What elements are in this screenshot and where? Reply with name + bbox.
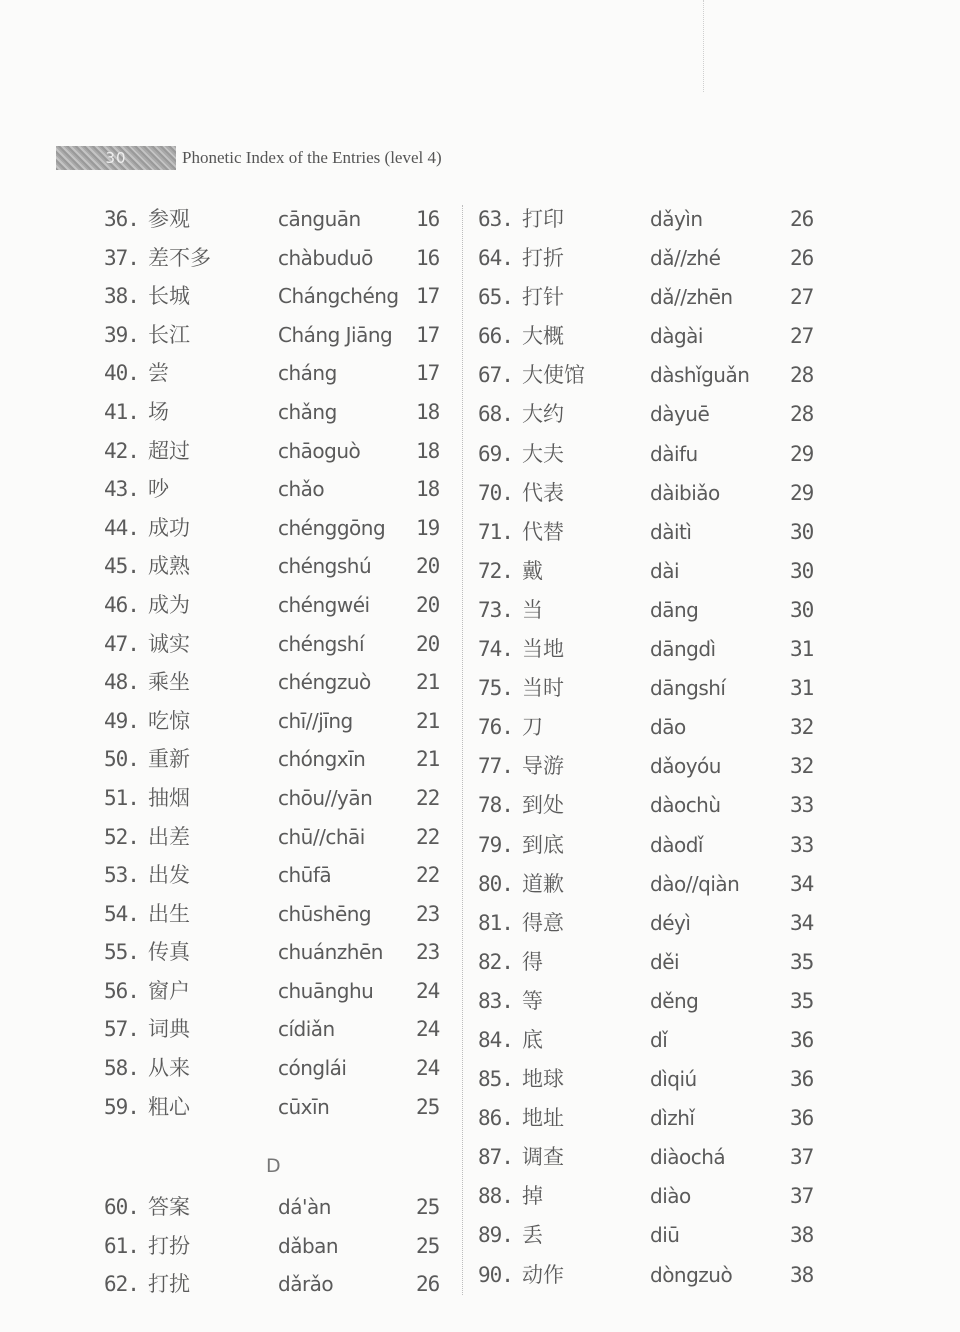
index-entry <box>478 435 818 474</box>
entry-pinyin: chéngshí <box>278 631 364 656</box>
entry-number: 74. <box>478 637 513 662</box>
entry-number: 81. <box>478 910 513 935</box>
entry-page: 16 <box>416 245 440 270</box>
entry-number: 85. <box>478 1067 513 1092</box>
index-entry <box>478 1177 818 1216</box>
entry-number: 71. <box>478 519 513 544</box>
entry-number: 42. <box>104 438 139 463</box>
entry-number: 37. <box>104 245 139 270</box>
index-entry <box>104 702 444 741</box>
entry-page: 22 <box>416 863 440 888</box>
entry-pinyin: dāng <box>650 597 699 622</box>
index-entry <box>104 586 444 625</box>
entry-pinyin: dá'àn <box>278 1195 331 1220</box>
index-entry <box>478 708 818 747</box>
entry-number: 52. <box>104 824 139 849</box>
index-entry <box>104 933 444 972</box>
entry-number: 69. <box>478 441 513 466</box>
entry-pinyin: dàodǐ <box>650 832 703 857</box>
entry-hanzi: 超过 <box>148 438 190 463</box>
entry-number: 76. <box>478 715 513 740</box>
index-entry <box>478 1060 818 1099</box>
page-number-badge <box>56 146 176 170</box>
entry-page: 18 <box>416 477 440 502</box>
entry-page: 30 <box>790 597 814 622</box>
entry-hanzi: 动作 <box>522 1262 564 1287</box>
index-entry <box>104 1010 444 1049</box>
entry-page: 27 <box>790 324 814 349</box>
entry-pinyin: dìzhǐ <box>650 1106 695 1131</box>
entry-pinyin: dāo <box>650 715 686 740</box>
index-entry <box>478 239 818 278</box>
entry-pinyin: Cháng Jiāng <box>278 322 393 347</box>
entry-number: 48. <box>104 670 139 695</box>
entry-pinyin: cūxīn <box>278 1094 330 1119</box>
entry-hanzi: 丢 <box>522 1223 543 1248</box>
index-entry <box>104 625 444 664</box>
index-entry <box>104 972 444 1011</box>
entry-pinyin: dàyuē <box>650 402 710 427</box>
section-letter-d: D <box>266 1155 281 1178</box>
entry-page: 24 <box>416 978 440 1003</box>
entry-page: 29 <box>790 480 814 505</box>
entry-pinyin: cónglái <box>278 1056 347 1081</box>
entry-hanzi: 出生 <box>148 901 190 926</box>
entry-pinyin: chéngzuò <box>278 670 371 695</box>
entry-number: 61. <box>104 1233 139 1258</box>
index-entry <box>104 316 444 355</box>
entry-number: 66. <box>478 324 513 349</box>
index-entry <box>104 779 444 818</box>
entry-hanzi: 抽烟 <box>148 785 190 810</box>
entry-number: 45. <box>104 554 139 579</box>
entry-number: 67. <box>478 363 513 388</box>
entry-pinyin: cānguān <box>278 207 361 231</box>
entry-pinyin: dài <box>650 558 680 583</box>
entry-page: 37 <box>790 1184 814 1209</box>
entry-pinyin: chuánzhēn <box>278 940 383 965</box>
entry-hanzi: 答案 <box>148 1195 190 1220</box>
entry-hanzi: 打扰 <box>148 1272 190 1297</box>
entry-number: 70. <box>478 480 513 505</box>
entry-number: 68. <box>478 402 513 427</box>
entry-pinyin: dāngdì <box>650 637 716 662</box>
index-entry <box>478 982 818 1021</box>
entry-page: 25 <box>416 1195 440 1220</box>
entry-number: 75. <box>478 676 513 701</box>
entry-number: 62. <box>104 1272 139 1297</box>
index-entry <box>104 277 444 316</box>
entry-pinyin: diàochá <box>650 1145 726 1170</box>
entry-hanzi: 戴 <box>522 558 543 583</box>
entry-hanzi: 出发 <box>148 863 190 888</box>
entry-page: 36 <box>790 1027 814 1052</box>
index-entry <box>478 395 818 434</box>
entry-hanzi: 长江 <box>148 322 190 347</box>
entry-pinyin: dàifu <box>650 441 698 466</box>
entry-hanzi: 从来 <box>148 1056 190 1081</box>
entry-page: 32 <box>790 754 814 779</box>
entry-hanzi: 乘坐 <box>148 670 190 695</box>
entry-page: 19 <box>416 515 440 540</box>
index-entry <box>104 895 444 934</box>
entry-number: 80. <box>478 871 513 896</box>
entry-number: 51. <box>104 785 139 810</box>
index-entry <box>104 1265 444 1304</box>
entry-hanzi: 窗户 <box>148 978 190 1003</box>
index-entry <box>478 552 818 591</box>
entry-page: 35 <box>790 949 814 974</box>
entry-page: 33 <box>790 832 814 857</box>
entry-page: 21 <box>416 670 440 695</box>
entry-number: 57. <box>104 1017 139 1042</box>
entry-pinyin: chū//chāi <box>278 824 365 849</box>
entry-hanzi: 吃惊 <box>148 708 190 733</box>
entry-number: 64. <box>478 246 513 271</box>
entry-page: 26 <box>416 1272 440 1297</box>
entry-page: 21 <box>416 708 440 733</box>
entry-number: 88. <box>478 1184 513 1209</box>
entry-number: 87. <box>478 1145 513 1170</box>
entry-pinyin: dào//qiàn <box>650 871 740 896</box>
entry-pinyin: dàshǐguǎn <box>650 363 750 388</box>
entry-page: 21 <box>416 747 440 772</box>
entry-page: 22 <box>416 824 440 849</box>
entry-pinyin: diào <box>650 1184 691 1209</box>
entry-number: 59. <box>104 1094 139 1119</box>
entry-number: 47. <box>104 631 139 656</box>
entry-number: 53. <box>104 863 139 888</box>
entry-hanzi: 大使馆 <box>522 363 585 388</box>
entry-number: 55. <box>104 940 139 965</box>
entry-pinyin: dāngshí <box>650 676 726 701</box>
index-entry <box>104 856 444 895</box>
entry-page: 20 <box>416 592 440 617</box>
entry-pinyin: chōu//yān <box>278 785 373 810</box>
entry-pinyin: chuānghu <box>278 978 374 1003</box>
entry-page: 26 <box>790 207 814 231</box>
index-entry <box>478 513 818 552</box>
entry-page: 25 <box>416 1233 440 1258</box>
entry-hanzi: 打折 <box>522 246 564 271</box>
entry-number: 89. <box>478 1223 513 1248</box>
index-entry <box>104 818 444 857</box>
entry-number: 44. <box>104 515 139 540</box>
entry-hanzi: 成功 <box>148 515 190 540</box>
entry-pinyin: dìqiú <box>650 1067 697 1092</box>
entry-number: 79. <box>478 832 513 857</box>
entry-pinyin: chī//jīng <box>278 708 353 733</box>
entry-pinyin: Chángchéng <box>278 284 399 309</box>
index-column-right <box>478 200 818 1295</box>
entry-hanzi: 底 <box>522 1027 543 1052</box>
entry-number: 58. <box>104 1056 139 1081</box>
entry-page: 28 <box>790 363 814 388</box>
entry-page: 31 <box>790 637 814 662</box>
entry-number: 49. <box>104 708 139 733</box>
index-entry <box>478 278 818 317</box>
entry-pinyin: chūshēng <box>278 901 372 926</box>
entry-hanzi: 尝 <box>148 361 169 386</box>
index-entry <box>104 470 444 509</box>
entry-hanzi: 等 <box>522 988 543 1013</box>
index-entry <box>104 547 444 586</box>
column-divider <box>462 205 463 1295</box>
entry-page: 25 <box>416 1094 440 1119</box>
entry-page: 31 <box>790 676 814 701</box>
entry-page: 34 <box>790 910 814 935</box>
entry-hanzi: 吵 <box>148 477 169 502</box>
index-entry <box>104 239 444 278</box>
entry-pinyin: dòngzuò <box>650 1262 733 1287</box>
entry-pinyin: dǎoyóu <box>650 754 721 779</box>
index-entry <box>478 904 818 943</box>
entry-pinyin: chūfā <box>278 863 332 888</box>
entry-pinyin: dǎ//zhēn <box>650 285 733 310</box>
entry-page: 35 <box>790 988 814 1013</box>
entry-pinyin: chàbuduō <box>278 245 373 270</box>
entry-page: 23 <box>416 901 440 926</box>
entry-page: 33 <box>790 793 814 818</box>
entry-page: 29 <box>790 441 814 466</box>
entry-hanzi: 成熟 <box>148 554 190 579</box>
entry-hanzi: 道歉 <box>522 871 564 896</box>
index-entry <box>104 432 444 471</box>
entry-list-d <box>104 1188 444 1304</box>
entry-pinyin: chǎo <box>278 477 325 502</box>
entry-number: 84. <box>478 1027 513 1052</box>
top-dotted-rule <box>703 0 704 92</box>
index-entry <box>478 865 818 904</box>
entry-pinyin: dàgài <box>650 324 703 349</box>
entry-number: 38. <box>104 284 139 309</box>
entry-page: 34 <box>790 871 814 896</box>
entry-hanzi: 掉 <box>522 1184 543 1209</box>
index-entry <box>478 943 818 982</box>
entry-hanzi: 得意 <box>522 910 564 935</box>
entry-number: 56. <box>104 978 139 1003</box>
entry-page: 23 <box>416 940 440 965</box>
index-entry <box>104 354 444 393</box>
entry-number: 65. <box>478 285 513 310</box>
index-entry <box>478 1256 818 1295</box>
entry-pinyin: déyì <box>650 910 691 935</box>
entry-page: 36 <box>790 1067 814 1092</box>
index-entry <box>104 1227 444 1266</box>
entry-pinyin: dǎ//zhé <box>650 246 721 271</box>
entry-hanzi: 打印 <box>522 207 564 231</box>
entry-page: 38 <box>790 1223 814 1248</box>
index-entry <box>478 317 818 356</box>
entry-pinyin: dàochù <box>650 793 721 818</box>
index-entry <box>478 747 818 786</box>
entry-pinyin: cídiǎn <box>278 1017 335 1042</box>
entry-page: 37 <box>790 1145 814 1170</box>
entry-pinyin: chāoguò <box>278 438 361 463</box>
section-gap <box>104 1126 444 1144</box>
index-entry <box>104 1088 444 1127</box>
page-header <box>56 144 442 172</box>
entry-page: 32 <box>790 715 814 740</box>
entry-hanzi: 诚实 <box>148 631 190 656</box>
index-entry <box>478 356 818 395</box>
entry-hanzi: 场 <box>148 399 169 424</box>
entry-number: 43. <box>104 477 139 502</box>
index-entry <box>104 1188 444 1227</box>
index-entry <box>478 786 818 825</box>
index-entry <box>478 1021 818 1060</box>
entry-hanzi: 到底 <box>522 832 564 857</box>
entry-page: 16 <box>416 207 440 231</box>
entry-hanzi: 打针 <box>522 285 564 310</box>
entry-page: 17 <box>416 361 440 386</box>
entry-number: 72. <box>478 558 513 583</box>
entry-page: 24 <box>416 1056 440 1081</box>
entry-number: 90. <box>478 1262 513 1287</box>
entry-pinyin: dǎrǎo <box>278 1272 334 1297</box>
entry-pinyin: děi <box>650 949 680 974</box>
index-entry <box>478 591 818 630</box>
entry-page: 22 <box>416 785 440 810</box>
entry-number: 40. <box>104 361 139 386</box>
index-entry <box>478 1138 818 1177</box>
entry-pinyin: děng <box>650 988 699 1013</box>
entry-number: 39. <box>104 322 139 347</box>
entry-page: 18 <box>416 399 440 424</box>
entry-page: 24 <box>416 1017 440 1042</box>
entry-number: 60. <box>104 1195 139 1220</box>
index-entry <box>104 509 444 548</box>
entry-number: 77. <box>478 754 513 779</box>
index-entry <box>104 1049 444 1088</box>
index-entry <box>478 669 818 708</box>
entry-hanzi: 当 <box>522 597 543 622</box>
index-column-left <box>104 200 444 1304</box>
index-entry <box>478 630 818 669</box>
entry-pinyin: chóngxīn <box>278 747 366 772</box>
entry-pinyin: dǐ <box>650 1027 668 1052</box>
entry-page: 26 <box>790 246 814 271</box>
entry-pinyin: cháng <box>278 361 337 386</box>
entry-hanzi: 成为 <box>148 592 190 617</box>
entry-hanzi: 导游 <box>522 754 564 779</box>
index-entry <box>104 200 444 239</box>
entry-hanzi: 传真 <box>148 940 190 965</box>
entry-number: 36. <box>104 207 139 231</box>
entry-hanzi: 出差 <box>148 824 190 849</box>
entry-number: 83. <box>478 988 513 1013</box>
entry-pinyin: dǎyìn <box>650 207 703 231</box>
entry-hanzi: 打扮 <box>148 1233 190 1258</box>
index-entry <box>478 200 818 239</box>
entry-hanzi: 词典 <box>148 1017 190 1042</box>
entry-hanzi: 代表 <box>522 480 564 505</box>
entry-number: 73. <box>478 597 513 622</box>
entry-number: 63. <box>478 207 513 231</box>
entry-hanzi: 当地 <box>522 637 564 662</box>
entry-pinyin: dǎban <box>278 1233 339 1258</box>
entry-hanzi: 长城 <box>148 284 190 309</box>
entry-list-d-continued <box>478 200 818 1295</box>
entry-number: 78. <box>478 793 513 818</box>
entry-hanzi: 调查 <box>522 1145 564 1170</box>
entry-page: 36 <box>790 1106 814 1131</box>
entry-list-c <box>104 200 444 1126</box>
index-entry <box>478 1099 818 1138</box>
index-entry <box>478 826 818 865</box>
entry-page: 20 <box>416 631 440 656</box>
entry-pinyin: dàibiǎo <box>650 480 720 505</box>
entry-hanzi: 粗心 <box>148 1094 190 1119</box>
index-entry <box>478 474 818 513</box>
entry-number: 46. <box>104 592 139 617</box>
entry-page: 30 <box>790 519 814 544</box>
entry-hanzi: 得 <box>522 949 543 974</box>
entry-hanzi: 地址 <box>522 1106 564 1131</box>
index-entry <box>104 393 444 432</box>
entry-number: 50. <box>104 747 139 772</box>
index-entry <box>104 663 444 702</box>
entry-number: 86. <box>478 1106 513 1131</box>
entry-pinyin: chéngwéi <box>278 592 370 617</box>
entry-page: 18 <box>416 438 440 463</box>
index-entry <box>104 740 444 779</box>
page-number: 30 <box>105 149 127 167</box>
entry-page: 20 <box>416 554 440 579</box>
entry-hanzi: 地球 <box>522 1067 564 1092</box>
entry-hanzi: 到处 <box>522 793 564 818</box>
entry-pinyin: dàitì <box>650 519 692 544</box>
entry-page: 38 <box>790 1262 814 1287</box>
entry-page: 30 <box>790 558 814 583</box>
entry-number: 82. <box>478 949 513 974</box>
entry-hanzi: 代替 <box>522 519 564 544</box>
entry-page: 27 <box>790 285 814 310</box>
entry-page: 28 <box>790 402 814 427</box>
entry-pinyin: chǎng <box>278 399 337 424</box>
running-title: Phonetic Index of the Entries (level 4) <box>182 148 442 167</box>
entry-hanzi: 参观 <box>148 207 190 231</box>
index-entry <box>478 1216 818 1255</box>
entry-page: 17 <box>416 284 440 309</box>
entry-pinyin: chéngshú <box>278 554 372 579</box>
entry-pinyin: chénggōng <box>278 515 386 540</box>
entry-hanzi: 当时 <box>522 676 564 701</box>
entry-hanzi: 大夫 <box>522 441 564 466</box>
entry-pinyin: diū <box>650 1223 680 1248</box>
entry-number: 41. <box>104 399 139 424</box>
entry-hanzi: 大概 <box>522 324 564 349</box>
entry-number: 54. <box>104 901 139 926</box>
entry-hanzi: 差不多 <box>148 245 211 270</box>
entry-hanzi: 重新 <box>148 747 190 772</box>
entry-hanzi: 大约 <box>522 402 564 427</box>
entry-hanzi: 刀 <box>522 715 543 740</box>
entry-page: 17 <box>416 322 440 347</box>
